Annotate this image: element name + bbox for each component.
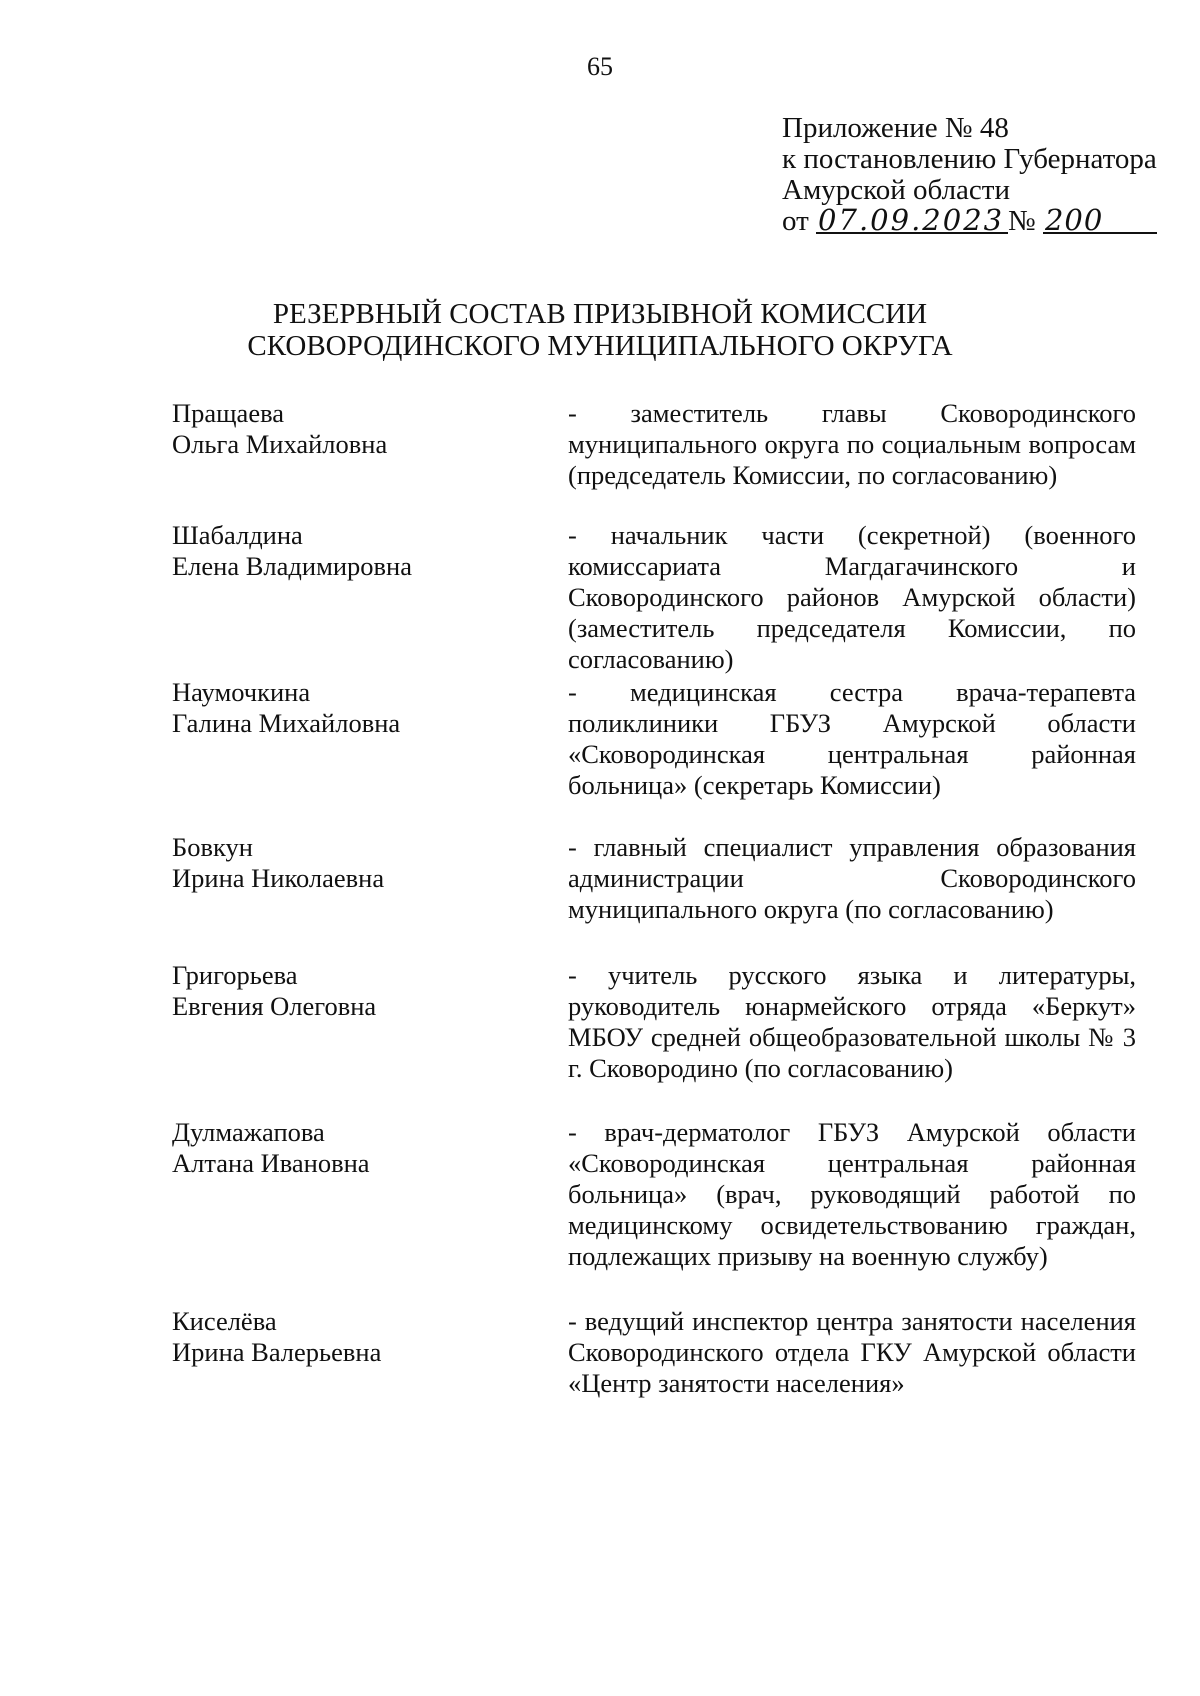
member-given-name: Ирина Николаевна bbox=[172, 863, 385, 893]
member-position: - учитель русского языка и литературы, руководитель юнармейского отряда «Беркут» МБОУ средней общеобразовательной школы № 3 г. Сковородино (по согласованию) bbox=[568, 960, 1136, 1083]
member-surname: Бовкун bbox=[172, 832, 253, 862]
appendix-decree-ref: к постановлению Губернатора bbox=[782, 143, 1157, 175]
member-position: - врач-дерматолог ГБУЗ Амурской области «Сковородинская центральная районная больница» (врач, руководящий работой по медицинскому освидетельствованию граждан, подлежащих призыву на военную службу) bbox=[568, 1117, 1136, 1271]
title-line-1: РЕЗЕРВНЫЙ СОСТАВ ПРИЗЫВНОЙ КОМИССИИ bbox=[272, 298, 928, 330]
member-given-name: Евгения Олеговна bbox=[172, 991, 377, 1021]
date-prefix: от bbox=[782, 205, 809, 237]
member-name bbox=[172, 1306, 532, 1368]
member-given-name: Елена Владимировна bbox=[172, 551, 412, 581]
member-surname: Пращаева bbox=[172, 398, 285, 428]
member-surname: Дулмажапова bbox=[172, 1117, 325, 1147]
appendix-header bbox=[782, 113, 1157, 237]
member-surname: Шабалдина bbox=[172, 520, 303, 550]
member-name bbox=[172, 832, 532, 894]
member-surname: Киселёва bbox=[172, 1306, 277, 1336]
member-name bbox=[172, 520, 532, 582]
page-number: 65 bbox=[587, 52, 613, 81]
member-given-name: Алтана Ивановна bbox=[172, 1148, 370, 1178]
member-name bbox=[172, 960, 532, 1022]
member-position: - начальник части (секретной) (военного комиссариата Магдагачинского и Сковородинского районов Амурской области) (заместитель председателя Комиссии, по согласованию) bbox=[568, 520, 1136, 674]
member-given-name: Галина Михайловна bbox=[172, 708, 401, 738]
member-position: - главный специалист управления образования администрации Сковородинского муниципального округа (по согласованию) bbox=[568, 832, 1136, 924]
document-title bbox=[0, 298, 1200, 362]
appendix-date-line bbox=[782, 203, 1157, 237]
handwritten-date: 07.09.2023 bbox=[816, 208, 1008, 234]
member-surname: Григорьева bbox=[172, 960, 298, 990]
member-position: - ведущий инспектор центра занятости населения Сковородинского отдела ГКУ Амурской области «Центр занятости населения» bbox=[568, 1306, 1136, 1398]
appendix-region: Амурской области bbox=[782, 174, 1010, 206]
appendix-number: Приложение № 48 bbox=[782, 112, 1009, 144]
member-name bbox=[172, 1117, 532, 1179]
member-surname: Наумочкина bbox=[172, 677, 311, 707]
member-given-name: Ольга Михайловна bbox=[172, 429, 388, 459]
member-position: - медицинская сестра врача-терапевта поликлиники ГБУЗ Амурской области «Сковородинская центральная районная больница» (секретарь Комиссии) bbox=[568, 677, 1136, 800]
number-prefix: № bbox=[1008, 205, 1036, 237]
member-given-name: Ирина Валерьевна bbox=[172, 1337, 382, 1367]
member-position: - заместитель главы Сковородинского муниципального округа по социальным вопросам (председатель Комиссии, по согласованию) bbox=[568, 398, 1136, 490]
member-name bbox=[172, 677, 532, 739]
member-name bbox=[172, 398, 532, 460]
title-line-2: СКОВОРОДИНСКОГО МУНИЦИПАЛЬНОГО ОКРУГА bbox=[247, 330, 953, 362]
handwritten-number: 200 bbox=[1043, 208, 1157, 234]
